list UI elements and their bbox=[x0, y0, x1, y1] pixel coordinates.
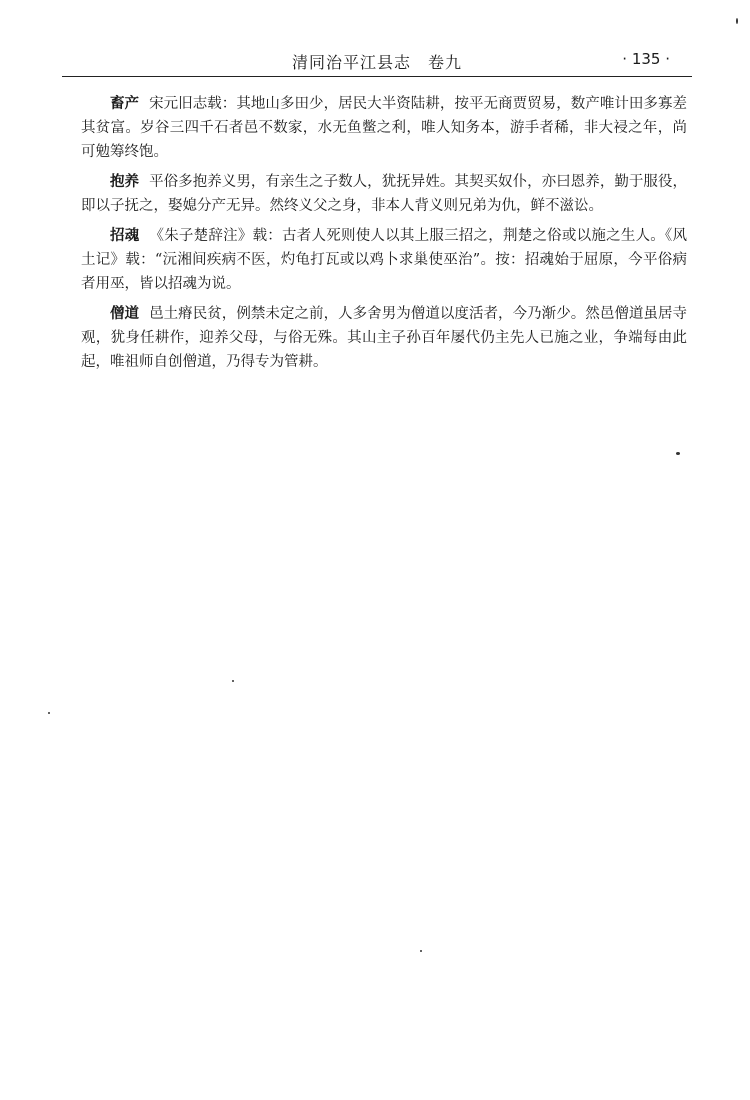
main-text bbox=[81, 92, 687, 380]
scan-speck bbox=[420, 950, 422, 952]
scan-speck bbox=[736, 18, 738, 24]
running-title: 清同治平江县志 卷九 bbox=[291, 53, 462, 72]
entry-term: 畜产 bbox=[110, 96, 140, 112]
page-number: · 135 · bbox=[622, 50, 670, 68]
scan-speck bbox=[676, 452, 680, 455]
entry-text: 平俗多抱养义男，有亲生之子数人，犹抚异姓。其契买奴仆，亦曰恩养，勤于服役，即以子抚之，娶媳分产无异。然终义父之身，非本人背义则兄弟为仇，鲜不滋讼。 bbox=[81, 174, 688, 214]
entry-adoption bbox=[81, 170, 687, 218]
entry-text: 邑土瘠民贫，例禁未定之前，人多舍男为僧道以度活者，今乃渐少。然邑僧道虽居寺观，犹身任耕作，迎养父母，与俗无殊。其山主子孙百年屡代仍主先人已施之业，争端每由此起，唯祖师自创僧道，乃得专为管耕。 bbox=[81, 306, 688, 370]
entry-livestock bbox=[81, 92, 687, 164]
entry-text: 宋元旧志载：其地山多田少，居民大半资陆耕，按平无商贾贸易，数产唯计田多寡差其贫富。岁谷三四千石者邑不数家，水无鱼鳖之利，唯人知务本，游手者稀，非大祲之年，尚可勉筹终饱。 bbox=[81, 96, 688, 160]
entry-soul-calling bbox=[81, 224, 687, 296]
header-rule bbox=[62, 76, 692, 77]
scan-speck bbox=[232, 680, 234, 682]
page-header bbox=[62, 48, 692, 76]
entry-monks-taoists bbox=[81, 302, 687, 374]
entry-term: 僧道 bbox=[110, 306, 140, 322]
entry-term: 抱养 bbox=[110, 174, 140, 190]
scan-speck bbox=[48, 712, 50, 714]
entry-term: 招魂 bbox=[110, 228, 140, 244]
entry-text: 《朱子楚辞注》载：古者人死则使人以其上服三招之，荆楚之俗或以施之生人。《风土记》载：“沅湘间疾病不医，灼龟打瓦或以鸡卜求巢使巫治”。按：招魂始于屈原，今平俗病者用巫，皆以招魂为说。 bbox=[81, 228, 688, 292]
